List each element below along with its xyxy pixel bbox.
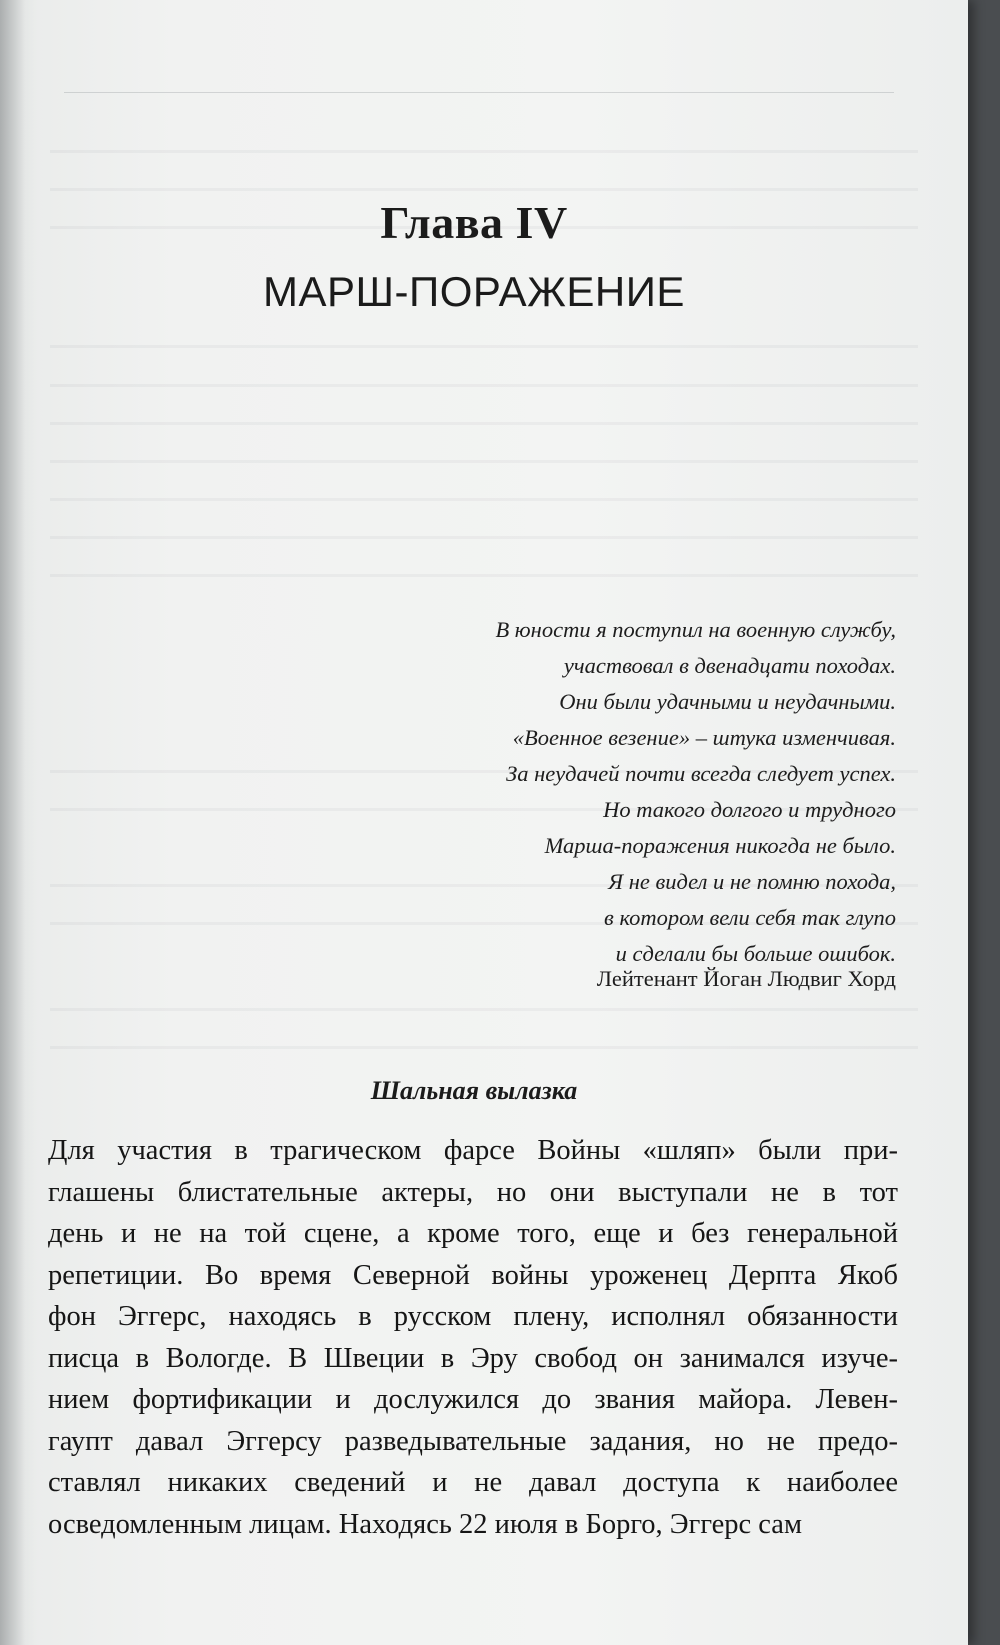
body-line: Для участия в трагическом фарсе Войны «шляп» были при- <box>48 1135 898 1166</box>
running-header-rule <box>64 92 894 93</box>
epigraph-line: «Военное везение» – штука изменчивая. <box>512 725 896 750</box>
epigraph-line: В юности я поступил на военную службу, <box>495 617 896 642</box>
epigraph-line: участвовал в двенадцати походах. <box>563 653 896 678</box>
section-title: Шальная вылазка <box>370 1076 578 1105</box>
body-line: гаупт давал Эггерсу разведывательные задания, но не предо- <box>48 1425 898 1457</box>
epigraph-line: Марша-поражения никогда не было. <box>544 833 896 858</box>
chapter-title: МАРШ-ПОРАЖЕНИЕ <box>263 268 685 315</box>
epigraph-attribution: Лейтенант Йоган Людвиг Хорд <box>596 966 896 991</box>
epigraph-line: в котором вели себя так глупо <box>604 905 896 930</box>
chapter-number: Глава IV <box>380 197 568 248</box>
epigraph-line: Но такого долгого и трудного <box>603 797 896 822</box>
epigraph-line: и сделали бы больше ошибок. <box>615 941 896 966</box>
body-line: день и не на той сцене, а кроме того, еще и без генеральной <box>48 1218 898 1249</box>
body-line: фон Эггерс, находясь в русском плену, исполнял обязанности <box>48 1301 898 1332</box>
body-line: ставлял никаких сведений и не давал доступа к наиболее <box>48 1467 898 1498</box>
epigraph-line: Они были удачными и неудачными. <box>559 689 896 714</box>
body-line: глашены блистательные актеры, но они выступали не в тот <box>48 1176 898 1208</box>
epigraph-line: За неудачей почти всегда следует успех. <box>506 761 896 786</box>
epigraph-line: Я не видел и не помню похода, <box>608 869 896 894</box>
epigraph <box>276 612 896 972</box>
body-line: осведомленным лицам. Находясь 22 июля в Борго, Эггерс сам <box>48 1508 802 1540</box>
body-line: писца в Вологде. В Швеции в Эру свобод он занимался изуче- <box>48 1342 898 1374</box>
body-paragraph <box>48 1130 898 1545</box>
body-line: репетиции. Во время Северной войны уроженец Дерпта Якоб <box>48 1259 898 1291</box>
body-line: нием фортификации и дослужился до звания майора. Левен- <box>48 1384 898 1415</box>
